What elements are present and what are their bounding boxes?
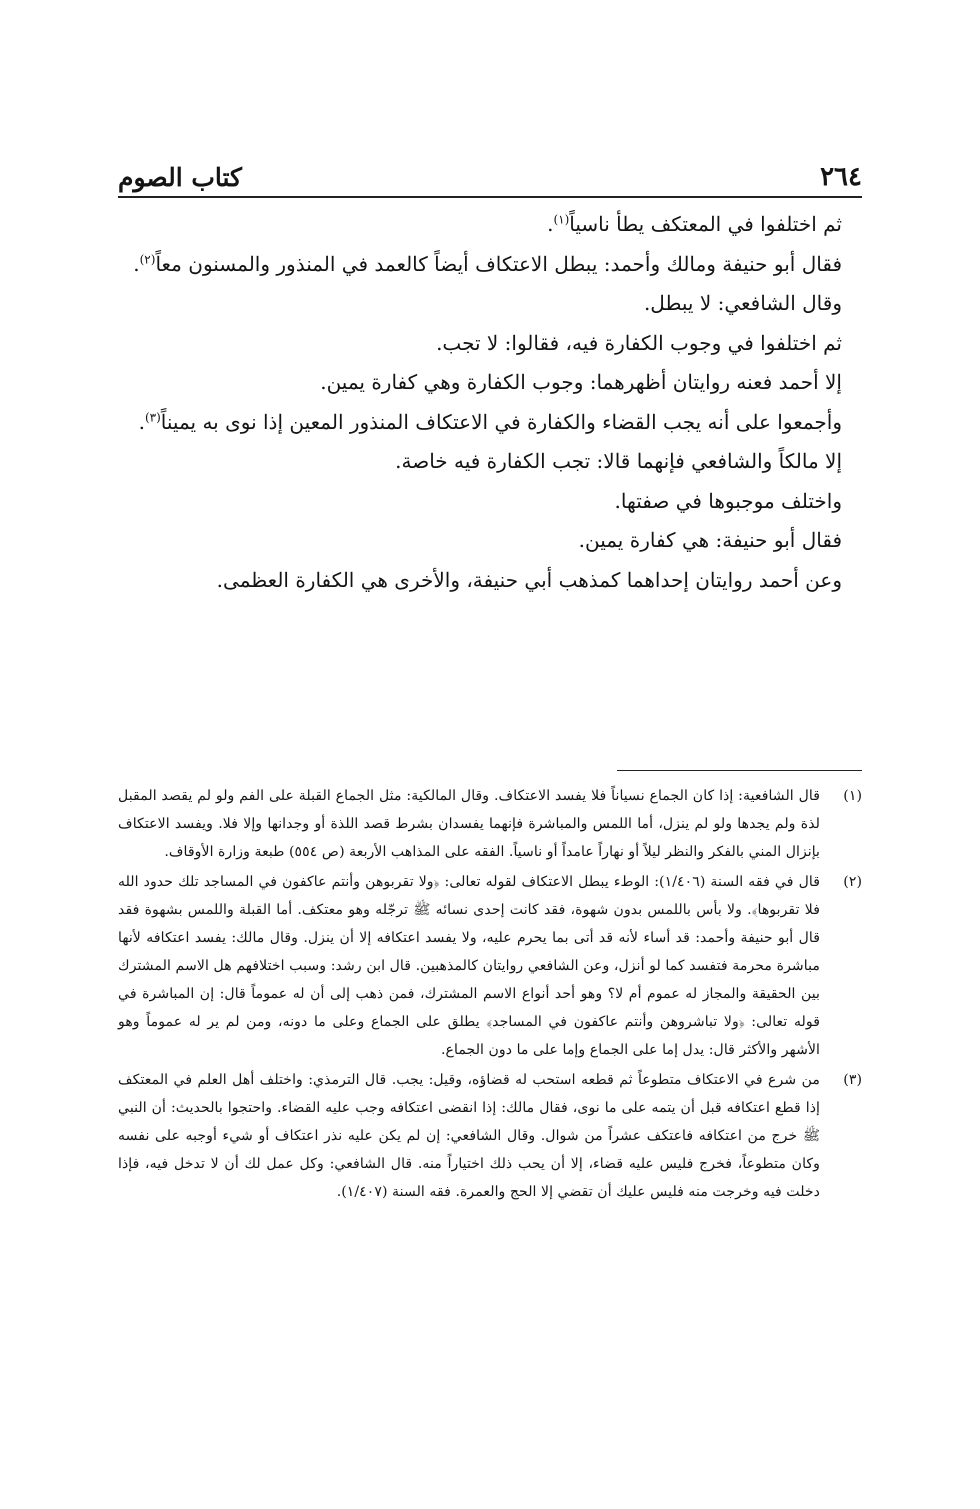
book-title: كتاب الصوم (118, 163, 242, 192)
paragraph-text: وعن أحمد روايتان إحداهما كمذهب أبي حنيفة، والأخرى هي الكفارة العظمى. (216, 567, 842, 592)
paragraph-text: فقال أبو حنيفة: هي كفارة يمين. (578, 528, 842, 552)
main-paragraph (118, 521, 862, 561)
footnote-reference: (٢) (139, 251, 156, 266)
page-header (118, 150, 862, 198)
footnote-reference: (١) (553, 212, 570, 227)
main-paragraph (118, 245, 862, 285)
footnote (118, 1066, 862, 1206)
footnote-reference: (٣) (144, 409, 161, 424)
main-paragraph (118, 363, 862, 403)
paragraph-text: وقال الشافعي: لا يبطل. (643, 291, 842, 315)
footnote-marker: (٣) (843, 1072, 862, 1088)
main-paragraph (118, 284, 862, 324)
paragraph-end: . (133, 251, 140, 276)
paragraph-text: وأجمعوا على أنه يجب القضاء والكفارة في الاعتكاف المنذور المعين إذا نوى به يميناً (160, 409, 842, 434)
main-paragraph (118, 324, 862, 364)
footnotes (118, 782, 862, 1208)
footnote (118, 868, 862, 1064)
footnote (118, 782, 862, 866)
footnote-marker: (١) (843, 788, 862, 804)
page-number: ٢٦٤ (820, 162, 862, 192)
paragraph-end: . (547, 212, 554, 236)
paragraph-text: فقال أبو حنيفة ومالك وأحمد: يبطل الاعتكاف أيضاً كالعمد في المنذور والمسنون معاً (155, 251, 842, 276)
main-text (118, 205, 862, 600)
footnote-marker: (٢) (843, 874, 862, 890)
footnote-text: من شرع في الاعتكاف متطوعاً ثم قطعه استحب له قضاؤه، وقيل: يجب. قال الترمذي: واختلف أهل العلم في المعتكف إذا قطع اعتكافه قبل أن يتمه على ما نوى، فقال مالك: إذا انقضى اعتكافه وجب عليه القضاء. واحتجوا بالحديث: أن النبي ﷺ خرج من اعتكافه فاعتكف عشراً من شوال. وقال الشافعي: إن لم يكن عليه نذر اعتكاف أو شيء أوجبه على نفسه وكان متطوعاً، فخرج فليس عليه قضاء، إلا أن يحب ذلك اختياراً منه. قال الشافعي: وكل عمل لك أن لا تدخل فيه، فإذا دخلت فيه وخرجت منه فليس عليك أن تقضي إلا الحج والعمرة. فقه السنة (١/٤٠٧). (118, 1072, 820, 1200)
footnote-text: قال الشافعية: إذا كان الجماع نسياناً فلا يفسد الاعتكاف. وقال المالكية: مثل الجماع القبلة على الفم ولو لم يقصد المقبل لذة ولم يجدها ولو لم ينزل، أما اللمس والمباشرة فإنهما يفسدان بشرط قصد اللذة أو وجدانها وإلا فلا. ويفسد الاعتكاف بإنزال المني بالفكر والنظر ليلاً أو نهاراً عامداً أو ناسياً. الفقه على المذاهب الأربعة (ص ٥٥٤) طبعة وزارة الأوقاف. (118, 788, 820, 860)
main-paragraph (118, 442, 862, 482)
paragraph-text: إلا أحمد فعنه روايتان أظهرهما: وجوب الكفارة وهي كفارة يمين. (320, 370, 842, 394)
paragraph-text: ثم اختلفوا في المعتكف يطأ ناسياً (569, 212, 842, 236)
main-paragraph (118, 482, 862, 522)
paragraph-end: . (138, 409, 145, 434)
main-paragraph (118, 403, 862, 443)
paragraph-text: واختلف موجبوها في صفتها. (614, 488, 842, 513)
paragraph-text: ثم اختلفوا في وجوب الكفارة فيه، فقالوا: لا تجب. (436, 330, 842, 355)
main-paragraph (118, 205, 862, 245)
footnote-divider (617, 770, 862, 771)
main-paragraph (118, 561, 862, 601)
paragraph-text: إلا مالكاً والشافعي فإنهما قالا: تجب الكفارة فيه خاصة. (395, 449, 842, 473)
footnote-text: قال في فقه السنة (١/٤٠٦): الوطء يبطل الاعتكاف لقوله تعالى: ﴿ولا تقربوهن وأنتم عاكفون في المساجد تلك حدود الله فلا تقربوها﴾. ولا بأس باللمس بدون شهوة، فقد كانت إحدى نسائه ﷺ ترجّله وهو معتكف. أما القبلة واللمس بشهوة فقد قال أبو حنيفة وأحمد: قد أساء لأنه قد أتى بما يحرم عليه، ولا يفسد اعتكافه إلا أن ينزل. وقال مالك: يفسد اعتكافه لأنها مباشرة محرمة فتفسد كما لو أنزل، وعن الشافعي روايتان كالمذهبين. قال ابن رشد: وسبب اختلافهم هل الاسم المشترك بين الحقيقة والمجاز له عموم أم لا؟ وهو أحد أنواع الاسم المشترك، فمن ذهب إلى أن له عموماً قال: إن المباشرة في قوله تعالى: ﴿ولا تباشروهن وأنتم عاكفون في المساجد﴾ يطلق على الجماع وعلى ما دونه، ومن لم ير له عموماً وهو الأشهر والأكثر قال: يدل إما على الجماع وإما على ما دون الجماع. (118, 874, 820, 1058)
